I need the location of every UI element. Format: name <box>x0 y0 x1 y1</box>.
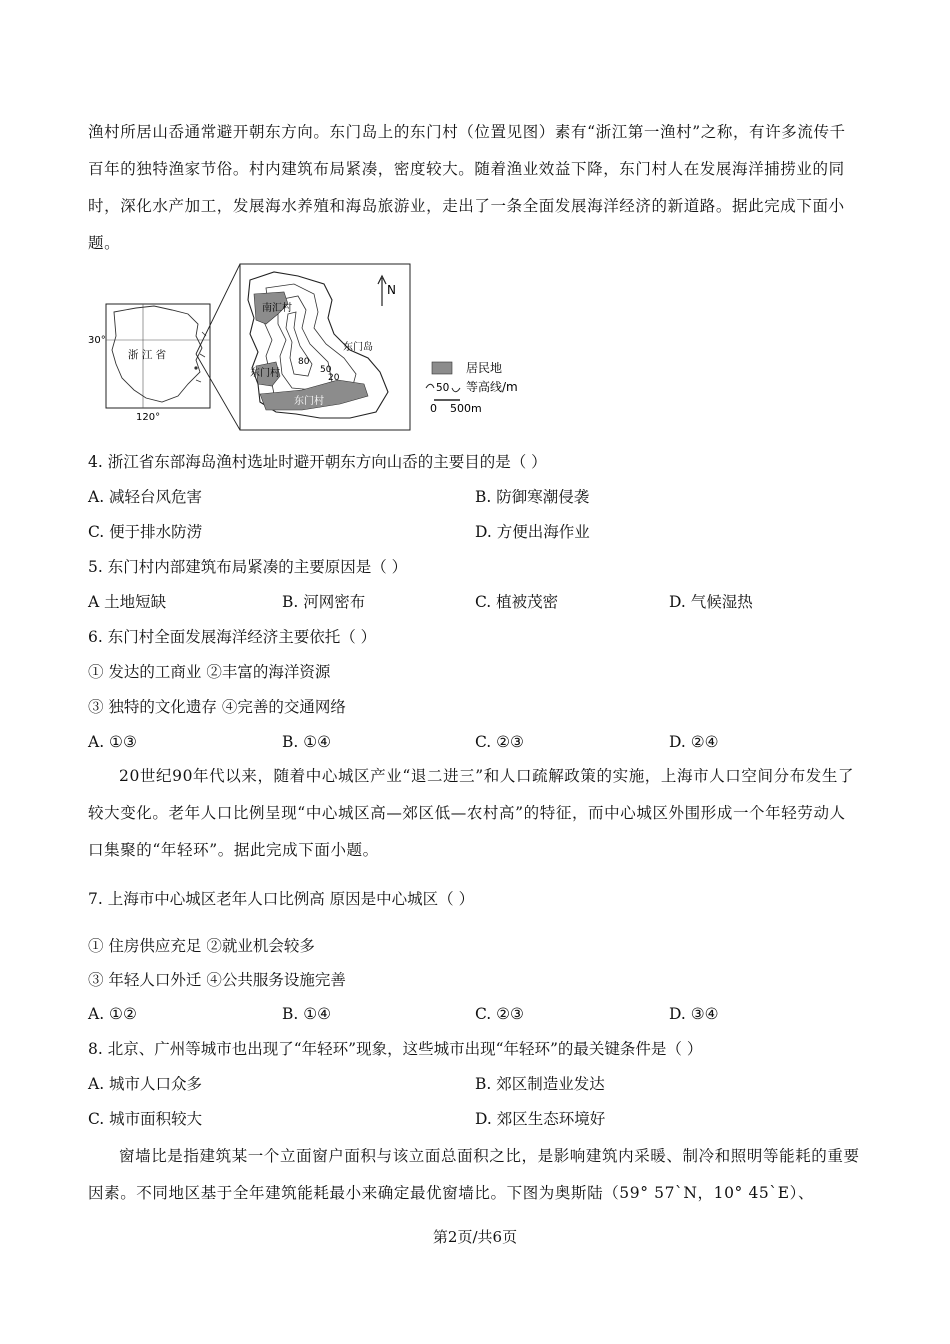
lon-label: 120° <box>136 412 161 423</box>
q7-option-b: B. ①④ <box>282 1005 332 1023</box>
q8-stem: 8. 北京、广州等城市也出现了“年轻环”现象，这些城市出现“年轻环”的最关键条件是（ ） <box>88 1040 703 1058</box>
dongmen-village-label: 东门村 <box>294 396 324 407</box>
q6-statements-1: ① 发达的工商业 ②丰富的海洋资源 <box>88 663 331 681</box>
q7-option-a: A. ①② <box>88 1005 137 1023</box>
q4-option-c: C. 便于排水防涝 <box>88 523 203 541</box>
q5-option-b: B. 河网密布 <box>282 593 366 611</box>
q4-option-b: B. 防御寒潮侵袭 <box>475 488 590 506</box>
q6-option-c: C. ②③ <box>475 733 524 751</box>
legend-contour-right <box>452 388 460 392</box>
q6-option-d: D. ②④ <box>669 733 719 751</box>
q8-option-d: D. 郊区生态环境好 <box>475 1110 606 1128</box>
contour-20-label: 20 <box>328 373 340 383</box>
west-village-label: 东门村 <box>250 368 280 379</box>
q6-statements-2: ③ 独特的文化遗存 ④完善的交通网络 <box>88 698 346 716</box>
legend-settlement-swatch <box>432 362 452 374</box>
q4-option-a: A. 减轻台风危害 <box>88 488 203 506</box>
q8-option-a: A. 城市人口众多 <box>88 1075 203 1093</box>
q6-option-a: A. ①③ <box>88 733 137 751</box>
lat-label: 30° <box>88 335 106 346</box>
scale-value: 500m <box>450 402 482 415</box>
legend-contour-value: 50 <box>436 382 450 394</box>
province-label: 浙 江 省 <box>128 349 167 361</box>
q4-stem: 4. 浙江省东部海岛渔村选址时避开朝东方向山岙的主要目的是（ ） <box>88 453 547 471</box>
nanhui-label: 南汇村 <box>262 303 292 314</box>
q7-statements-1: ① 住房供应充足 ②就业机会较多 <box>88 937 315 955</box>
legend-contour-label: 等高线/m <box>466 380 518 394</box>
scale-zero: 0 <box>430 402 437 415</box>
island-marker <box>194 366 197 369</box>
passage-shanghai: 20世纪90年代以来，随着中心城区产业“退二进三”和人口疏解政策的实施，上海市人口空间分布发生了较大变化。老年人口比例呈现“中心城区高—郊区低—农村高”的特征，而中心城区外围形成一个年轻劳动人口集聚的“年轻环”。据此完成下面小题。 <box>88 767 855 859</box>
q4-option-d: D. 方便出海作业 <box>475 523 590 541</box>
q6-stem: 6. 东门村全面发展海洋经济主要依托（ ） <box>88 628 377 646</box>
q6-option-b: B. ①④ <box>282 733 332 751</box>
q7-option-d: D. ③④ <box>669 1005 719 1023</box>
contour-80-label: 80 <box>298 357 310 367</box>
legend-settlement-label: 居民地 <box>466 361 503 375</box>
q5-stem: 5. 东门村内部建筑布局紧凑的主要原因是（ ） <box>88 558 408 576</box>
zoom-line-bottom <box>196 354 240 430</box>
dongmen-island-label: 东门岛 <box>343 342 373 353</box>
north-label: N <box>387 283 396 297</box>
map-svg <box>88 262 648 432</box>
page-number: 第2页/共6页 <box>432 1228 518 1246</box>
legend-contour-left <box>426 384 434 388</box>
passage-dongmen: 渔村所居山岙通常避开朝东方向。东门岛上的东门村（位置见图）素有“浙江第一渔村”之称，有许多流传千百年的独特渔家节俗。村内建筑布局紧凑，密度较大。随着渔业效益下降，东门村人在发展海洋捕捞业的同时，深化水产加工，发展海水养殖和海岛旅游业，走出了一条全面发展海洋经济的新道路。据此完成下面小题。 <box>88 123 846 252</box>
contour-50-label: 50 <box>320 365 332 375</box>
q7-stem: 7. 上海市中心城区老年人口比例高 原因是中心城区（ ） <box>88 890 475 908</box>
q5-option-d: D. 气候湿热 <box>669 593 753 611</box>
zoom-line-top <box>196 264 240 354</box>
q7-option-c: C. ②③ <box>475 1005 524 1023</box>
q8-option-b: B. 郊区制造业发达 <box>475 1075 605 1093</box>
q7-statements-2: ③ 年轻人口外迁 ④公共服务设施完善 <box>88 971 346 989</box>
q8-option-c: C. 城市面积较大 <box>88 1110 203 1128</box>
dongmen-map-figure <box>88 262 648 432</box>
passage-window-wall-ratio: 窗墙比是指建筑某一个立面窗户面积与该立面总面积之比，是影响建筑内采暖、制冷和照明等能耗的重要因素。不同地区基于全年建筑能耗最小来确定最优窗墙比。下图为奥斯陆（59° 57`N，10° 45`E）、 <box>88 1147 860 1202</box>
q5-option-c: C. 植被茂密 <box>475 593 559 611</box>
q5-option-a: A 土地短缺 <box>88 593 167 611</box>
